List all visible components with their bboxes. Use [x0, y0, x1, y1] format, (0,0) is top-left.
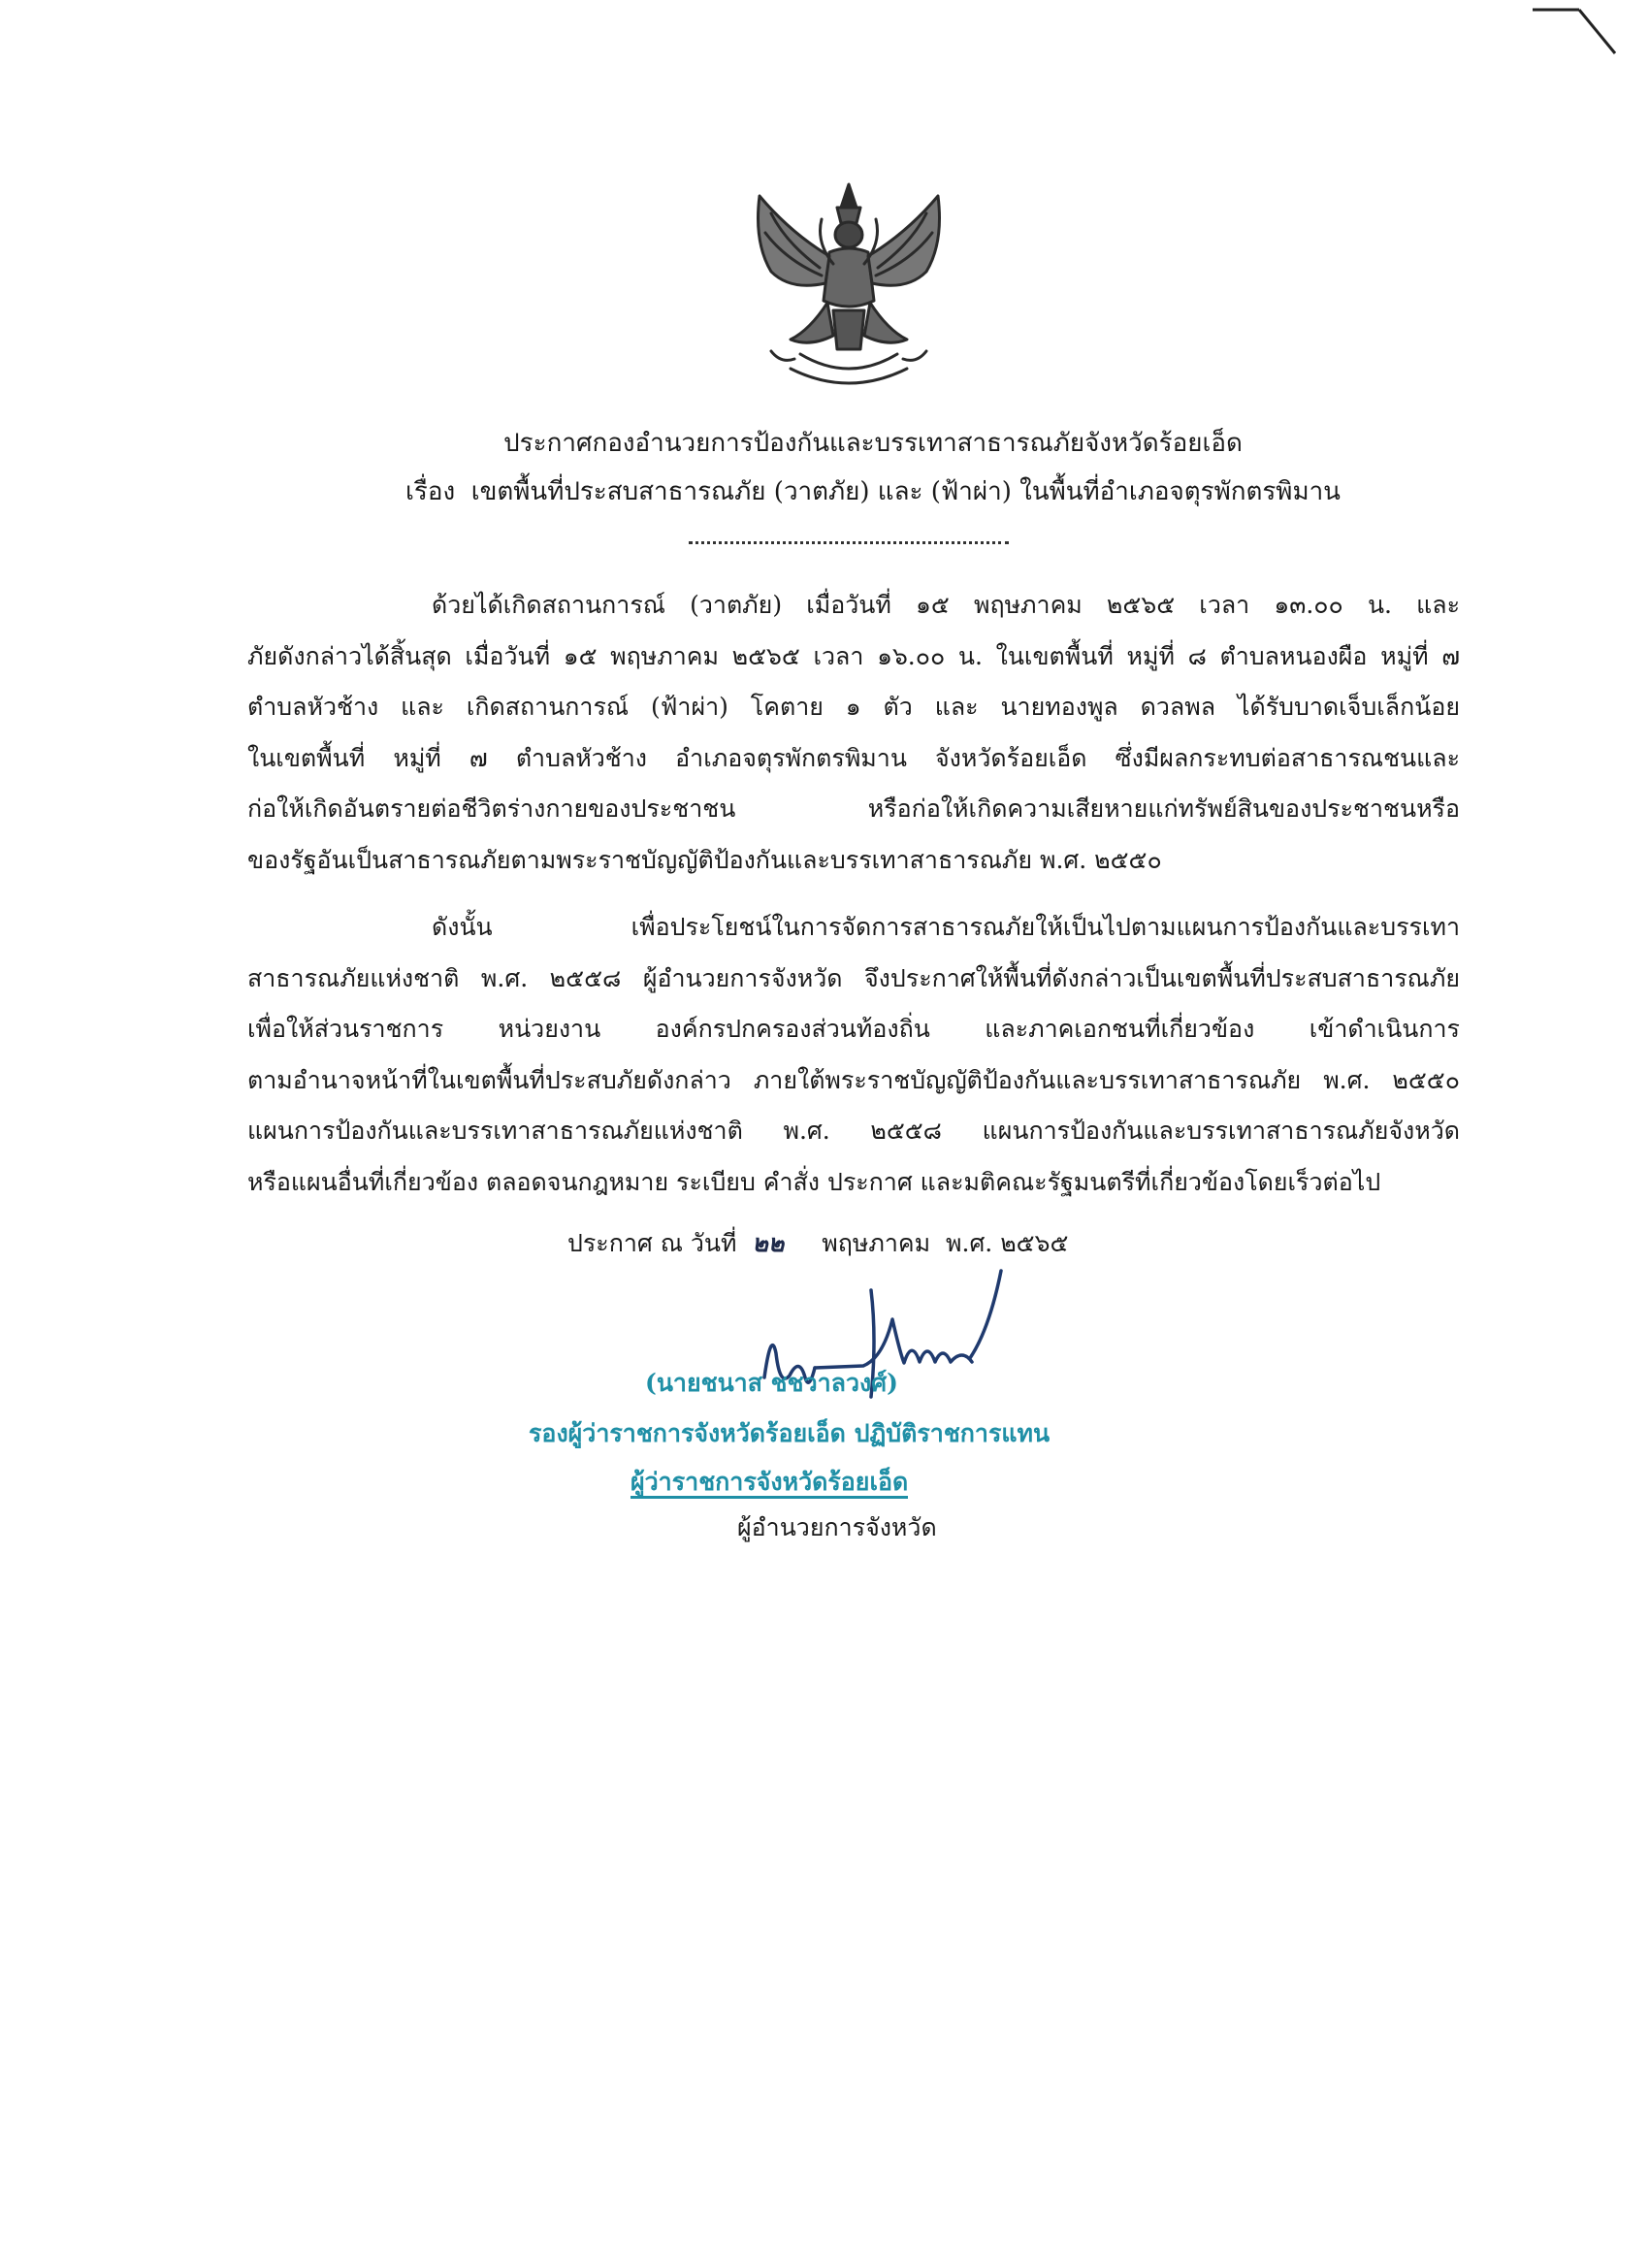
- garuda-emblem-icon: [732, 175, 965, 393]
- date-month: พฤษภาคม: [822, 1229, 931, 1257]
- paragraph-1-line: ก่อให้เกิดอันตรายต่อชีวิตร่างกายของประชาชน หรือก่อให้เกิดความเสียหายแก่ทรัพย์สินของประชาชนหรือ: [247, 794, 1460, 823]
- paragraph-2-line: สาธารณภัยแห่งชาติ พ.ศ. ๒๕๕๘ ผู้อำนวยการจังหวัด จึงประกาศให้พื้นที่ดังกล่าวเป็นเขตพื้นที่ประสบสาธารณภัย: [247, 963, 1460, 992]
- signer-acting-for: ผู้ว่าราชการจังหวัดร้อยเอ็ด: [630, 1467, 908, 1498]
- paragraph-2-line: เพื่อให้ส่วนราชการ หน่วยงาน องค์กรปกครองส่วนท้องถิ่น และภาคเอกชนที่เกี่ยวข้อง เข้าดำเนินการ: [247, 1015, 1460, 1043]
- paragraph-2-line: ตามอำนาจหน้าที่ในเขตพื้นที่ประสบภัยดังกล่าว ภายใต้พระราชบัญญัติป้องกันและบรรเทาสาธารณภัย พ.ศ. ๒๕๕๐: [247, 1065, 1460, 1094]
- subject-text: เขตพื้นที่ประสบสาธารณภัย (วาตภัย) และ (ฟ้าผ่า) ในพื้นที่อำเภอจตุรพักตรพิมาน: [470, 477, 1341, 506]
- document-subject: [48, 475, 1649, 508]
- date-year: พ.ศ. ๒๕๖๕: [946, 1229, 1069, 1257]
- paragraph-1-line: ด้วยได้เกิดสถานการณ์ (วาตภัย) เมื่อวันที่ ๑๕ พฤษภาคม ๒๕๖๕ เวลา ๑๓.๐๐ น. และ: [432, 591, 1460, 619]
- announcement-body: [247, 580, 1460, 1208]
- corner-fold-mark: [1533, 0, 1649, 58]
- document-title: ประกาศกองอำนวยการป้องกันและบรรเทาสาธารณภัยจังหวัดร้อยเอ็ด: [503, 429, 1243, 458]
- date-prefix: ประกาศ ณ วันที่: [567, 1229, 737, 1257]
- subject-label: เรื่อง: [405, 477, 456, 506]
- signer-position: รองผู้ว่าราชการจังหวัดร้อยเอ็ด ปฏิบัติราชการแทน: [529, 1419, 1051, 1447]
- paragraph-1-line: ภัยดังกล่าวได้สิ้นสุด เมื่อวันที่ ๑๕ พฤษภาคม ๒๕๖๕ เวลา ๑๖.๐๐ น. ในเขตพื้นที่ หมู่ที่ ๘ ตำบลหนองผือ หมู่ที่ ๗: [247, 641, 1460, 670]
- dotted-separator: [0, 529, 1649, 549]
- date-day-handwritten: ๒๒: [752, 1229, 785, 1257]
- paragraph-2-line: หรือแผนอื่นที่เกี่ยวข้อง ตลอดจนกฎหมาย ระเบียบ คำสั่ง ประกาศ และมติคณะรัฐมนตรีที่เกี่ยวข้องโดยเร็วต่อไป: [247, 1167, 1381, 1196]
- signer-role: ผู้อำนวยการจังหวัด: [737, 1513, 937, 1541]
- paragraph-2-line: ดังนั้น เพื่อประโยชน์ในการจัดการสาธารณภัยให้เป็นไปตามแผนการป้องกันและบรรเทา: [432, 913, 1460, 941]
- paragraph-2-line: แผนการป้องกันและบรรเทาสาธารณภัยแห่งชาติ พ.ศ. ๒๕๕๘ แผนการป้องกันและบรรเทาสาธารณภัยจังหวัด: [247, 1117, 1460, 1145]
- paragraph-1-line: ของรัฐอันเป็นสาธารณภัยตามพระราชบัญญัติป้องกันและบรรเทาสาธารณภัย พ.ศ. ๒๕๕๐: [247, 845, 1162, 874]
- paragraph-1-line: ตำบลหัวช้าง และ เกิดสถานการณ์ (ฟ้าผ่า) โคตาย ๑ ตัว และ นายทองพูล ดวลพล ได้รับบาดเจ็บเล็กน้อย: [247, 693, 1460, 721]
- announcement-date: [567, 1227, 1068, 1260]
- paragraph-1-line: ในเขตพื้นที่ หมู่ที่ ๗ ตำบลหัวช้าง อำเภอจตุรพักตรพิมาน จังหวัดร้อยเอ็ด ซึ่งมีผลกระทบต่อสาธารณชนและ: [247, 743, 1460, 772]
- signer-name: (นายชนาส ชชวาลวงศ์): [645, 1369, 898, 1397]
